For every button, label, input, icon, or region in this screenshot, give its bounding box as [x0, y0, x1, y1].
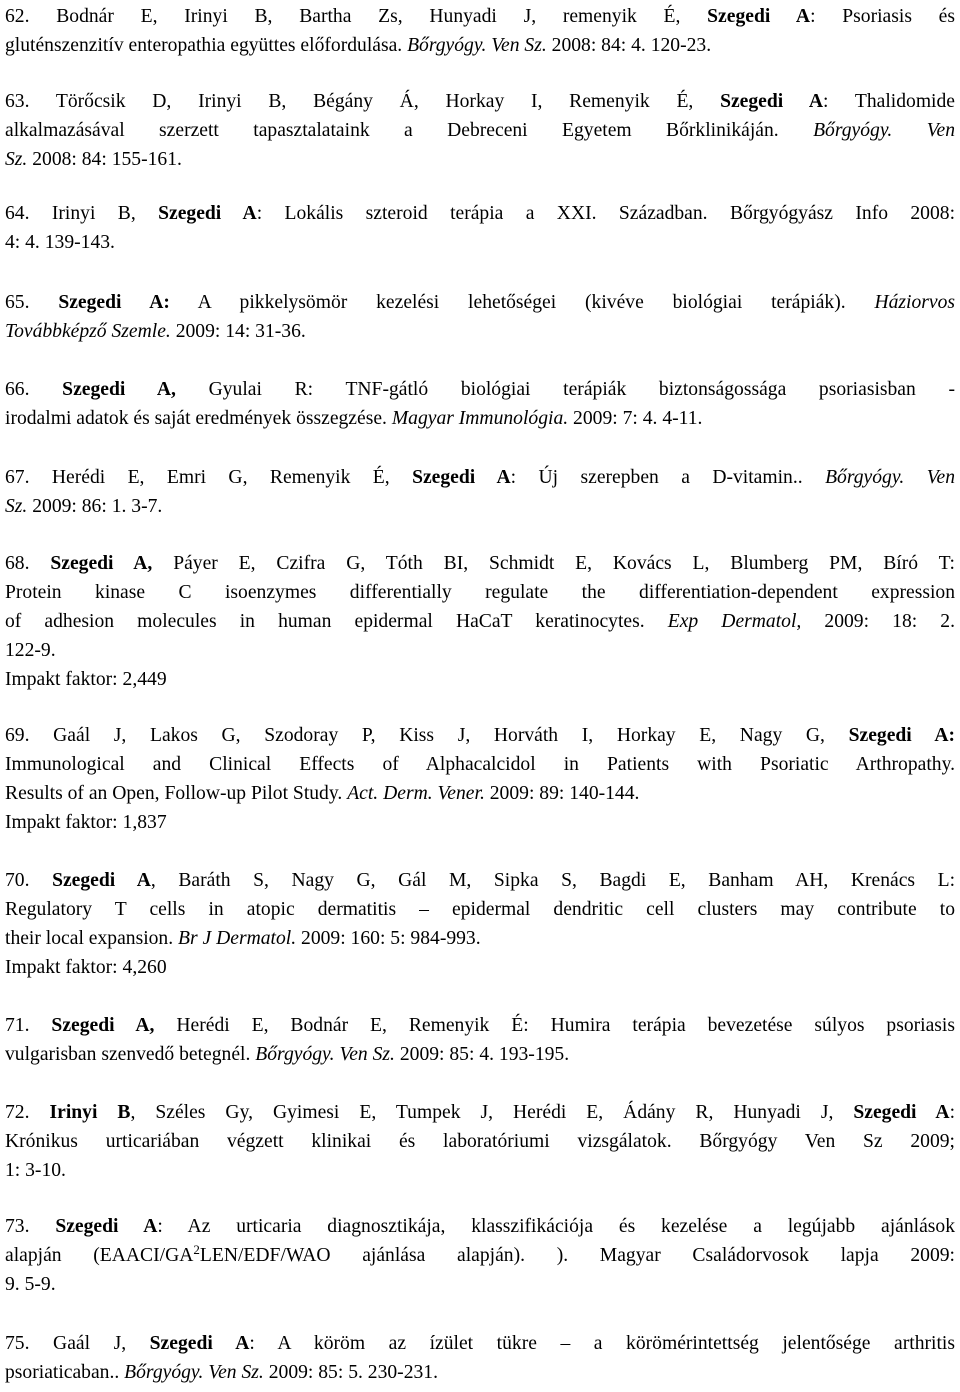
entry-3-line-1	[5, 199, 955, 228]
author-highlight: Szegedi A	[52, 870, 151, 891]
citation-text: , Baráth S, Nagy G, Gál M, Sipka S, Bagdi E, Banham AH, Krenács L:	[150, 870, 956, 891]
citation-text: 4: 4. 139-143.	[5, 232, 115, 253]
citation-text: 70.	[5, 870, 53, 891]
citation-text: 2009: 160: 5: 984-993.	[296, 928, 481, 949]
citation-text: 67. Herédi E, Emri G, Remenyik É,	[5, 467, 413, 488]
citation-text: Results of an Open, Follow-up Pilot Study.	[5, 783, 348, 804]
journal-name: Br J Dermatol.	[178, 928, 297, 949]
entry-8-line-3	[5, 779, 955, 808]
entry-10-line-1	[5, 1011, 955, 1040]
entry-1-line-2	[5, 31, 955, 60]
journal-name: Exp Dermatol,	[667, 611, 802, 632]
author-highlight: Szegedi A	[853, 1102, 950, 1123]
journal-name: Sz.	[5, 496, 28, 517]
citation-text: Herédi E, Bodnár E, Remenyik É: Humira terápia bevezetése súlyos psoriasis	[154, 1015, 955, 1036]
citation-text: 9. 5-9.	[5, 1274, 56, 1295]
author-highlight: Szegedi A	[412, 467, 511, 488]
citation-text: : A köröm az ízület tükre – a körömérintettség jelentősége arthritis	[249, 1333, 955, 1354]
entry-6-line-1	[5, 463, 955, 492]
citation-text: : Psoriasis és	[810, 6, 955, 27]
superscript: 2	[193, 1242, 200, 1257]
citation-text: 62. Bodnár E, Irinyi B, Bartha Zs, Hunyadi J, remenyik É,	[5, 6, 708, 27]
entry-2-line-1	[5, 87, 955, 116]
citation-text: Immunological and Clinical Effects of Alphacalcidol in Patients with Psoriatic Arthropathy.	[5, 754, 955, 775]
entry-2-line-3	[5, 145, 955, 174]
entry-9-line-2	[5, 895, 955, 924]
citation-text: 2009: 85: 5. 230-231.	[263, 1362, 438, 1383]
citation-text: 1: 3-10.	[5, 1160, 66, 1181]
citation-text: 64. Irinyi B,	[5, 203, 159, 224]
citation-text: irodalmi adatok és saját eredmények összegzése.	[5, 408, 392, 429]
citation-text: :	[949, 1102, 956, 1123]
entry-5-line-1	[5, 375, 955, 404]
entry-9-line-4	[5, 953, 955, 982]
entry-8-line-1	[5, 721, 955, 750]
citation-text: of adhesion molecules in human epidermal HaCaT keratinocytes.	[5, 611, 668, 632]
entry-9-line-3	[5, 924, 955, 953]
citation-text: Páyer E, Czifra G, Tóth BI, Schmidt E, Kovács L, Blumberg PM, Bíró T:	[152, 553, 955, 574]
entry-13-line-1	[5, 1329, 955, 1358]
citation-text: LEN/EDF/WAO ajánlása alapján). ). Magyar Családorvosok lapja 2009:	[199, 1245, 955, 1266]
entry-12-line-2	[5, 1241, 955, 1270]
journal-name: Act. Derm. Vener.	[347, 783, 485, 804]
citation-text: 122-9.	[5, 640, 56, 661]
entry-10-line-2	[5, 1040, 955, 1069]
journal-name: Továbbképző Szemle.	[5, 321, 171, 342]
journal-name: Bőrgyógy. Ven	[825, 467, 956, 488]
journal-name: Háziorvos	[874, 292, 956, 313]
citation-text: Impakt faktor: 1,837	[5, 812, 167, 833]
citation-text: alapján (EAACI/GA	[5, 1245, 194, 1266]
entry-11-line-2	[5, 1127, 955, 1156]
journal-name: Bőrgyógy. Ven	[813, 120, 955, 141]
citation-text: 68.	[5, 553, 51, 574]
citation-text: 2009: 89: 140-144.	[484, 783, 640, 804]
citation-text: 2009: 86: 1. 3-7.	[27, 496, 163, 517]
journal-name: Bőrgyógy. Ven Sz.	[407, 35, 547, 56]
entry-12-line-1	[5, 1212, 955, 1241]
citation-text: A pikkelysömör kezelési lehetőségei (kivéve biológiai terápiák).	[169, 292, 875, 313]
journal-name: Magyar Immunológia.	[391, 408, 569, 429]
citation-text: 2009: 7: 4. 4-11.	[568, 408, 703, 429]
author-highlight: Szegedi A,	[62, 379, 176, 400]
citation-text: vulgarisban szenvedő betegnél.	[5, 1044, 256, 1065]
citation-text: 75. Gaál J,	[5, 1333, 150, 1354]
citation-text: 72.	[5, 1102, 50, 1123]
citation-text: : Lokális szteroid terápia a XXI. Században. Bőrgyógyász Info 2008:	[256, 203, 956, 224]
citation-text: 69. Gaál J, Lakos G, Szodoray P, Kiss J, Horváth I, Horkay E, Nagy G,	[5, 725, 849, 746]
entry-3-line-2	[5, 228, 955, 257]
citation-text: 65.	[5, 292, 59, 313]
citation-text: Regulatory T cells in atopic dermatitis – epidermal dendritic cell clusters may contribute to	[5, 899, 955, 920]
entry-2-line-2	[5, 116, 955, 145]
citation-text: 2008: 84: 155-161.	[27, 149, 182, 170]
entry-7-line-3	[5, 607, 955, 636]
entry-5-line-2	[5, 404, 955, 433]
journal-name: Bőrgyógy. Ven Sz.	[255, 1044, 395, 1065]
citation-text: 66.	[5, 379, 63, 400]
author-highlight: Szegedi A:	[848, 725, 955, 746]
citation-text: Gyulai R: TNF-gátló biológiai terápiák biztonságossága psoriasisban -	[175, 379, 955, 400]
citation-text: 63. Törőcsik D, Irinyi B, Bégány Á, Horkay I, Remenyik É,	[5, 91, 721, 112]
citation-text: psoriaticaban..	[5, 1362, 125, 1383]
citation-text: : Az urticaria diagnosztikája, klasszifikációja és kezelése a legújabb ajánlások	[157, 1216, 956, 1237]
citation-text: : Thalidomide	[823, 91, 955, 112]
citation-text: their local expansion.	[5, 928, 179, 949]
entry-7-line-2	[5, 578, 955, 607]
journal-name: Bőrgyógy. Ven Sz.	[124, 1362, 264, 1383]
citation-text: : Új szerepben a D-vitamin..	[510, 467, 826, 488]
citation-text: , Széles Gy, Gyimesi E, Tumpek J, Herédi E, Ádány R, Hunyadi J,	[130, 1102, 854, 1123]
author-highlight: Szegedi A,	[51, 1015, 155, 1036]
author-highlight: Szegedi A	[55, 1216, 158, 1237]
entry-8-line-4	[5, 808, 955, 837]
entry-7-line-5	[5, 665, 955, 694]
citation-text: Impakt faktor: 4,260	[5, 957, 167, 978]
citation-text: 2009: 85: 4. 193-195.	[394, 1044, 570, 1065]
author-highlight: Szegedi A	[158, 203, 257, 224]
citation-text: Protein kinase C isoenzymes differentially regulate the differentiation-dependent expression	[5, 582, 955, 603]
entry-9-line-1	[5, 866, 955, 895]
entry-11-line-3	[5, 1156, 955, 1185]
citation-text: Impakt faktor: 2,449	[5, 669, 167, 690]
author-highlight: Szegedi A	[707, 6, 811, 27]
entry-4-line-1	[5, 288, 955, 317]
author-highlight: Irinyi B	[49, 1102, 131, 1123]
citation-text: 2008: 84: 4. 120-23.	[546, 35, 712, 56]
entry-12-line-3	[5, 1270, 955, 1299]
entry-4-line-2	[5, 317, 955, 346]
entry-6-line-2	[5, 492, 955, 521]
author-highlight: Szegedi A,	[50, 553, 153, 574]
author-highlight: Szegedi A	[149, 1333, 250, 1354]
citation-text: 2009: 18: 2.	[801, 611, 955, 632]
journal-name: Sz.	[5, 149, 28, 170]
citation-text: Krónikus urticariában végzett klinikai és laboratóriumi vizsgálatok. Bőrgyógy Ven Sz 2009;	[5, 1131, 955, 1152]
entry-13-line-2	[5, 1358, 955, 1387]
entry-8-line-2	[5, 750, 955, 779]
entry-7-line-4	[5, 636, 955, 665]
citation-text: 2009: 14: 31-36.	[170, 321, 306, 342]
citation-text: 71.	[5, 1015, 52, 1036]
citation-text: 73.	[5, 1216, 56, 1237]
citation-text: alkalmazásával szerzett tapasztalataink a Debreceni Egyetem Bőrklinikáján.	[5, 120, 814, 141]
citation-text: gluténszenzitív enteropathia együttes előfordulása.	[5, 35, 408, 56]
entry-7-line-1	[5, 549, 955, 578]
entry-1-line-1	[5, 2, 955, 31]
author-highlight: Szegedi A	[720, 91, 824, 112]
entry-11-line-1	[5, 1098, 955, 1127]
author-highlight: Szegedi A:	[58, 292, 170, 313]
